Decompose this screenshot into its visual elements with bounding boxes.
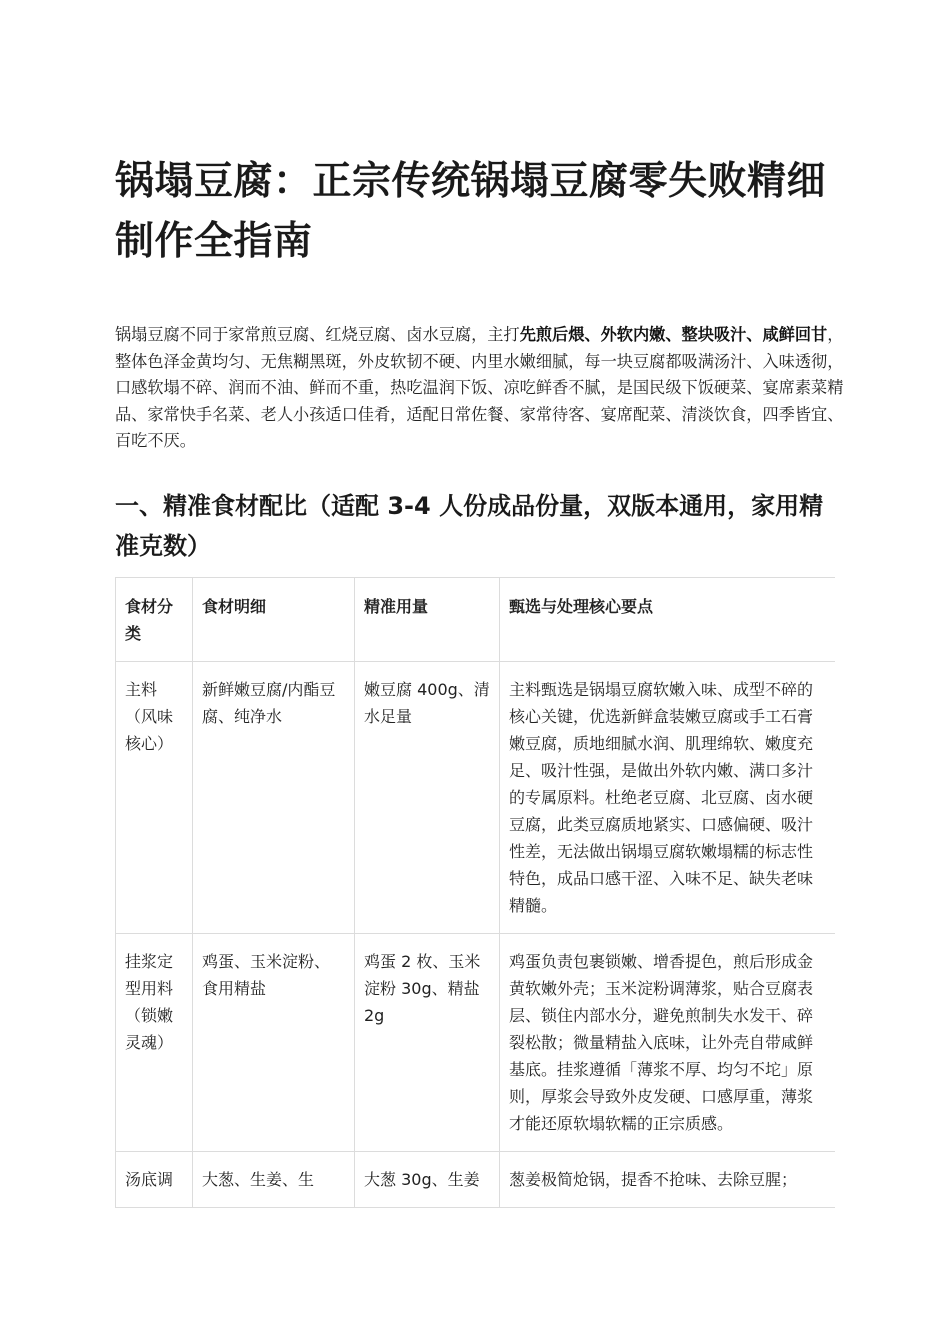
cell-items: 大葱、生姜、生 <box>193 1152 355 1208</box>
cell-category: 主料（风味核心） <box>116 662 193 934</box>
cell-amount: 嫩豆腐 400g、清水足量 <box>355 662 500 934</box>
intro-text: 锅塌豆腐不同于家常煎豆腐、红烧豆腐、卤水豆腐，主打 <box>115 325 520 344</box>
intro-highlight: 先煎后煨、外软内嫩、整块吸汁、咸鲜回甘 <box>519 325 828 344</box>
header-amount: 精准用量 <box>355 578 500 662</box>
ingredients-table-container <box>115 577 835 1227</box>
cell-amount: 大葱 30g、生姜 <box>355 1152 500 1208</box>
page-title: 锅塌豆腐：正宗传统锅塌豆腐零失败精细制作全指南 <box>115 159 827 264</box>
ingredients-table <box>115 577 835 1208</box>
cell-notes: 葱姜极简炝锅，提香不抢味、去除豆腥； <box>500 1152 836 1208</box>
table-row <box>116 662 836 934</box>
header-notes: 甄选与处理核心要点 <box>500 578 836 662</box>
intro-paragraph <box>115 322 845 455</box>
cell-category: 挂浆定型用料（锁嫩灵魂） <box>116 934 193 1152</box>
cell-notes: 鸡蛋负责包裹锁嫩、增香提色，煎后形成金黄软嫩外壳；玉米淀粉调薄浆，贴合豆腐表层、锁住内部水分，避免煎制失水发干、碎裂松散；微量精盐入底味，让外壳自带咸鲜基底。挂浆遵循「薄浆不厚、均匀不坨」原则，厚浆会导致外皮发硬、口感厚重，薄浆才能还原软塌软糯的正宗质感。 <box>500 934 836 1152</box>
header-category: 食材分类 <box>116 578 193 662</box>
intro-text-rest: ，整体色泽金黄均匀、无焦糊黑斑，外皮软韧不硬、内里水嫩细腻，每一块豆腐都吸满汤汁、入味透彻，口感软塌不碎、润而不油、鲜而不重，热吃温润下饭、凉吃鲜香不腻，是国民级下饭硬菜、宴席素菜精品、家常快手名菜、老人小孩适口佳肴，适配日常佐餐、家常待客、宴席配菜、清淡饮食，四季皆宜、百吃不厌。 <box>115 325 844 450</box>
cell-category: 汤底调 <box>116 1152 193 1208</box>
cell-amount: 鸡蛋 2 枚、玉米淀粉 30g、精盐 2g <box>355 934 500 1152</box>
cell-notes: 主料甄选是锅塌豆腐软嫩入味、成型不碎的核心关键，优选新鲜盒装嫩豆腐或手工石膏嫩豆腐，质地细腻水润、肌理绵软、嫩度充足、吸汁性强，是做出外软内嫩、满口多汁的专属原料。杜绝老豆腐、北豆腐、卤水硬豆腐，此类豆腐质地紧实、口感偏硬、吸汁性差，无法做出锅塌豆腐软嫩塌糯的标志性特色，成品口感干涩、入味不足、缺失老味精髓。 <box>500 662 836 934</box>
cell-items: 鸡蛋、玉米淀粉、食用精盐 <box>193 934 355 1152</box>
section-heading-ingredients: 一、精准食材配比（适配 3-4 人份成品份量，双版本通用，家用精准克数） <box>115 492 824 560</box>
cell-items: 新鲜嫩豆腐/内酯豆腐、纯净水 <box>193 662 355 934</box>
table-row <box>116 1152 836 1208</box>
table-row <box>116 934 836 1152</box>
header-items: 食材明细 <box>193 578 355 662</box>
table-header-row <box>116 578 836 662</box>
